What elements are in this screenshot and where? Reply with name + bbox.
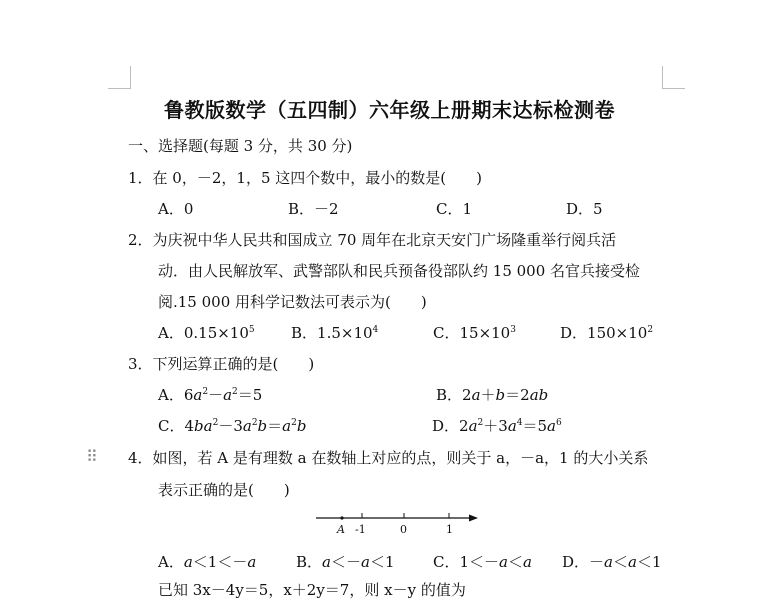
axis-label-minus-one: -1 — [355, 523, 366, 536]
question-2-stem-line-1: 2．为庆祝中华人民共和国成立 70 周年在北京天安门广场隆重举行阅兵活 — [128, 231, 617, 249]
question-1-stem: 1．在 0，－2，1，5 这四个数中，最小的数是( ) — [128, 169, 482, 187]
question-5-partial: 已知 3x－4y＝5，x＋2y＝7，则 x－y 的值为 — [158, 581, 466, 599]
page-corner-mark-left — [108, 66, 131, 89]
q3-option-b: B．2a＋b＝2ab — [436, 386, 549, 404]
q4-option-a: A．a＜1＜－a — [158, 553, 257, 571]
number-line-arrow — [469, 515, 478, 522]
q2-option-c: C．$15\times 10^3$ — [433, 324, 516, 342]
q4-option-d: D．－a＜a＜1 — [562, 553, 662, 571]
question-4-stem-line-1: 4．如图，若 A 是有理数 a 在数轴上对应的点，则关于 a，－a，1 的大小关系 — [128, 449, 649, 467]
page-corner-mark-right — [662, 66, 685, 89]
q1-option-c: C．1 — [436, 200, 473, 218]
q3-option-d: D．$2a^2+3a^4=5a^6$ — [432, 417, 562, 435]
q1-option-a: A．0 — [158, 200, 194, 218]
q2-option-a: A．$0.15\times 10^5$ — [158, 324, 255, 342]
axis-label-zero: 0 — [400, 523, 407, 536]
q4-option-b: B．a＜－a＜1 — [296, 553, 395, 571]
q2-option-d: D．$150\times 10^2$ — [560, 324, 654, 342]
axis-label-a: A — [337, 523, 345, 536]
number-line-figure — [312, 505, 482, 537]
question-2-stem-line-3: 阅.15 000 用科学记数法可表示为( ) — [158, 293, 427, 311]
question-4-stem-line-2: 表示正确的是( ) — [158, 481, 290, 499]
section-heading: 一、选择题(每题 3 分，共 30 分) — [128, 137, 353, 155]
q4-option-c: C．1＜－a＜a — [433, 553, 532, 571]
q1-option-b: B．－2 — [288, 200, 339, 218]
q3-option-a: A．$6a^2-a^2=5$ — [158, 386, 263, 404]
drag-handle-icon[interactable]: ⠿ — [86, 447, 98, 466]
question-2-stem-line-2: 动．由人民解放军、武警部队和民兵预备役部队约 15 000 名官兵接受检 — [158, 262, 641, 280]
point-a-dot — [340, 516, 343, 519]
q1-option-d: D．5 — [566, 200, 603, 218]
q2-option-b: B．$1.5\times 10^4$ — [291, 324, 379, 342]
q3-option-c: C．$4ba^2-3a^2b=a^2b$ — [158, 417, 307, 435]
page-title: 鲁教版数学（五四制）六年级上册期末达标检测卷 — [164, 98, 615, 122]
axis-label-one: 1 — [446, 523, 453, 536]
question-3-stem: 3．下列运算正确的是( ) — [128, 355, 315, 373]
